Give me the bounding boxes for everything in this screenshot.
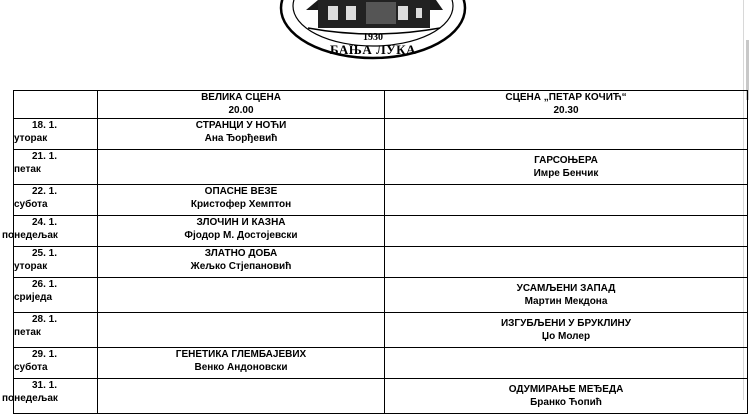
play-title: ИЗГУБЉЕНИ У БРУКЛИНУ <box>500 318 632 329</box>
big-stage-cell <box>98 119 385 150</box>
small-stage-cell <box>385 150 748 185</box>
table-row <box>14 247 748 278</box>
date-number: 25. 1. <box>32 248 58 259</box>
schedule-table <box>2 90 748 414</box>
table-row <box>14 150 748 185</box>
header-time: 20.30 <box>553 105 579 116</box>
date-number: 29. 1. <box>32 349 58 360</box>
day-name: петак <box>14 164 41 175</box>
date-number: 24. 1. <box>32 217 58 228</box>
date-cell <box>14 150 98 185</box>
logo-year: 1930 <box>363 32 383 43</box>
play-author: Кристофер Хемптон <box>190 199 292 210</box>
day-name: субота <box>14 199 48 210</box>
table-row <box>14 278 748 313</box>
table-row <box>14 379 748 414</box>
table-row <box>14 348 748 379</box>
big-stage-cell <box>98 348 385 379</box>
play-author: Фјодор М. Достојевски <box>184 230 298 241</box>
big-stage-cell <box>98 313 385 348</box>
play-title: ЗЛОЧИН И КАЗНА <box>196 217 286 228</box>
day-name: понедељак <box>2 230 58 241</box>
small-stage-cell <box>385 379 748 414</box>
small-stage-cell <box>385 278 748 313</box>
theatre-logo <box>278 0 468 62</box>
play-title: ГАРСОЊЕРА <box>534 155 598 166</box>
date-number: 28. 1. <box>32 314 58 325</box>
date-cell <box>2 216 98 247</box>
date-number: 18. 1. <box>32 120 58 131</box>
small-stage-cell <box>385 185 748 216</box>
logo-city: БАЊА ЛУКА <box>329 42 417 57</box>
play-title: ЗЛАТНО ДОБА <box>204 248 278 259</box>
table-row <box>14 185 748 216</box>
play-author: Жељко Стјепановић <box>190 261 292 272</box>
date-cell <box>14 119 98 150</box>
play-title: ГЕНЕТИКА ГЛЕМБАЈЕВИХ <box>175 349 307 360</box>
big-stage-cell <box>98 216 385 247</box>
play-author: Имре Бенчик <box>533 168 599 179</box>
day-name: петак <box>14 327 41 338</box>
small-stage-cell <box>385 313 748 348</box>
play-title: ОПАСНЕ ВЕЗЕ <box>204 186 278 197</box>
date-number: 21. 1. <box>32 151 58 162</box>
day-name: уторак <box>14 261 48 272</box>
day-name: понедељак <box>2 393 58 404</box>
table-header-row <box>14 91 748 119</box>
play-author: Ана Ђорђевић <box>204 133 278 144</box>
day-name: сриједа <box>14 292 53 303</box>
date-cell <box>14 313 98 348</box>
header-small-stage <box>385 91 748 119</box>
play-title: ОДУМИРАЊЕ МЕЂЕДА <box>508 384 624 395</box>
big-stage-cell <box>98 185 385 216</box>
header-stage-name: ВЕЛИКА СЦЕНА <box>201 92 281 103</box>
table-row <box>14 216 748 247</box>
small-stage-cell <box>385 247 748 278</box>
table-row <box>14 119 748 150</box>
header-date <box>14 91 98 119</box>
play-author: Мартин Мекдона <box>524 296 608 307</box>
big-stage-cell <box>98 278 385 313</box>
big-stage-cell <box>98 379 385 414</box>
date-cell <box>14 247 98 278</box>
play-title: УСАМЉЕНИ ЗАПАД <box>516 283 616 294</box>
play-author: Бранко Ћопић <box>530 397 602 408</box>
play-author: Џо Молер <box>541 331 591 342</box>
date-cell <box>2 379 98 414</box>
date-cell <box>14 185 98 216</box>
header-time: 20.00 <box>228 105 254 116</box>
play-title: СТРАНЦИ У НОЋИ <box>195 120 287 131</box>
small-stage-cell <box>385 119 748 150</box>
date-cell <box>14 278 98 313</box>
table-row <box>14 313 748 348</box>
big-stage-cell <box>98 150 385 185</box>
big-stage-cell <box>98 247 385 278</box>
header-big-stage <box>98 91 385 119</box>
date-number: 31. 1. <box>32 380 58 391</box>
header-stage-name: СЦЕНА „ПЕТАР КОЧИЋ“ <box>505 92 627 103</box>
day-name: субота <box>14 362 48 373</box>
small-stage-cell <box>385 348 748 379</box>
play-author: Венко Андоновски <box>194 362 288 373</box>
day-name: уторак <box>14 133 48 144</box>
small-stage-cell <box>385 216 748 247</box>
date-number: 26. 1. <box>32 279 58 290</box>
date-cell <box>14 348 98 379</box>
date-number: 22. 1. <box>32 186 58 197</box>
